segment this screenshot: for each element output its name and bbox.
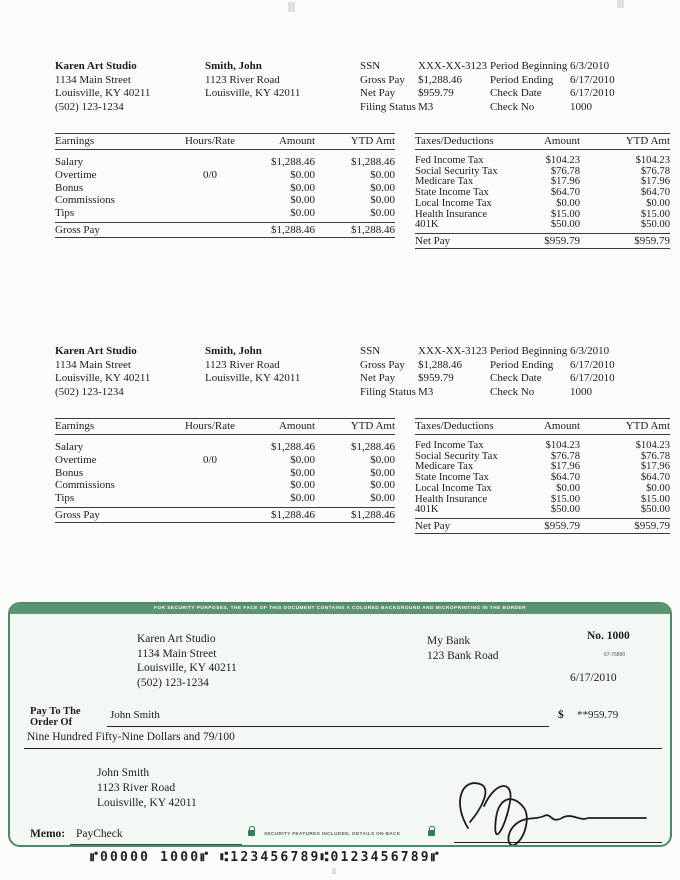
earnings-row (55, 182, 395, 195)
earnings-row (55, 467, 395, 480)
earnings-row-rate (175, 182, 245, 195)
earnings-row-rate (175, 194, 245, 207)
earnings-row-ytd: $0.00 (370, 492, 395, 505)
summary-label: Net Pay (360, 372, 396, 384)
earnings-row (55, 454, 395, 467)
period-label: Check Date (490, 372, 542, 384)
earnings-row-ytd: $0.00 (370, 453, 395, 466)
taxes-table (415, 418, 670, 534)
earnings-row (55, 479, 395, 492)
company-address-block (55, 60, 150, 114)
earnings-row-rate (175, 492, 245, 505)
period-label: Check Date (490, 87, 542, 99)
gross-pay-row (55, 507, 395, 523)
company-name: Karen Art Studio (55, 345, 137, 357)
earnings-table-header (55, 418, 395, 435)
tax-row-amount: $15.00 (550, 493, 580, 505)
earnings-row-rate (175, 467, 245, 480)
period-label: Period Ending (490, 73, 554, 86)
earnings-row (55, 194, 395, 207)
payer-name: Karen Art Studio (137, 633, 216, 645)
earnings-table (55, 133, 395, 238)
taxes-table-header (415, 418, 670, 435)
earnings-header-label: Earnings (55, 135, 95, 147)
tax-row-amount: $0.00 (556, 482, 580, 494)
period-row (490, 101, 615, 115)
scan-artifact (288, 2, 295, 12)
tax-row (415, 199, 670, 210)
tax-row-ytd: $17.96 (640, 176, 670, 188)
taxes-table (415, 133, 670, 249)
earnings-header-ytd: YTD Amt (350, 420, 395, 432)
earnings-header-amount: Amount (278, 420, 315, 432)
pay-stub-middle (0, 345, 680, 575)
gross-pay-ytd: $1,288.46 (351, 508, 395, 521)
tax-row-label: Social Security Tax (415, 450, 498, 462)
summary-row (360, 101, 487, 115)
employee-street: 1123 River Road (205, 358, 280, 371)
payee-address-block: John Smith 1123 River Road Louisville, KY 42011 (97, 767, 197, 809)
gross-pay-amount: $1,288.46 (271, 223, 315, 236)
earnings-row-ytd: $0.00 (370, 181, 395, 194)
bank-name: My Bank (427, 635, 471, 647)
earnings-row-amount: $1,288.46 (271, 156, 315, 168)
tax-row-amount: $104.23 (545, 155, 580, 166)
bank-block (427, 634, 499, 663)
earnings-row-label: Salary (55, 441, 84, 453)
net-pay-label: Net Pay (415, 519, 451, 532)
gross-pay-label: Gross Pay (55, 508, 100, 521)
earnings-row-label: Overtime (55, 453, 97, 466)
pay-period-block (490, 345, 615, 399)
earnings-header-rate: Hours/Rate (184, 135, 236, 147)
tax-row (415, 495, 670, 506)
security-note: SECURITY FEATURES INCLUDED. DETAILS ON BACK (264, 832, 401, 837)
earnings-row-rate: 0/0 (202, 453, 218, 466)
company-street: 1134 Main Street (55, 73, 131, 86)
tax-row-ytd: $50.00 (640, 219, 670, 231)
period-value: 1000 (570, 385, 592, 398)
period-row (490, 74, 615, 88)
payer-street: 1134 Main Street (137, 647, 217, 660)
summary-row (360, 345, 487, 359)
pay-to-the-order-of-label: Pay To The Order Of (30, 706, 81, 728)
net-pay-ytd: $959.79 (634, 519, 670, 532)
tax-row-ytd: $50.00 (640, 504, 670, 516)
taxes-header-label: Taxes/Deductions (415, 420, 494, 432)
pay-stub-top (0, 60, 680, 290)
earnings-row-amount: $0.00 (290, 466, 315, 479)
company-address-block (55, 345, 150, 399)
summary-row (360, 60, 487, 74)
earnings-row-rate (175, 479, 245, 492)
period-label: Period Beginning (490, 345, 568, 357)
period-label: Check No (490, 100, 535, 113)
summary-row (360, 359, 487, 373)
taxes-header-label: Taxes/Deductions (415, 135, 494, 147)
dollar-sign: $ (558, 709, 564, 721)
tax-row-ytd: $76.78 (640, 450, 670, 462)
company-name: Karen Art Studio (55, 60, 137, 72)
tax-row-amount: $76.78 (550, 165, 580, 177)
employee-name: Smith, John (205, 60, 262, 72)
summary-value: XXX-XX-3123 (418, 345, 488, 357)
earnings-header-amount: Amount (278, 135, 315, 147)
earnings-table (55, 418, 395, 523)
security-band: FOR SECURITY PURPOSES, THE FACE OF THIS DOCUMENT CONTAINS A COLORED BACKGROUND AND MICROPRINTING IN THE BORDER (10, 604, 670, 614)
tax-row-label: Health Insurance (415, 208, 488, 220)
employee-name: Smith, John (205, 345, 262, 357)
tax-row-ytd: $15.00 (640, 208, 670, 220)
earnings-row-ytd: $0.00 (370, 194, 395, 207)
summary-label: Filing Status (360, 100, 416, 113)
earnings-row-label: Overtime (55, 168, 97, 181)
amount-in-words: Nine Hundred Fifty-Nine Dollars and 79/100 (27, 731, 235, 743)
payee-name: John Smith (110, 709, 160, 721)
pay-summary-block (360, 345, 487, 399)
period-row (490, 60, 615, 74)
period-row (490, 87, 615, 101)
summary-value: $959.79 (418, 87, 454, 99)
summary-label: Net Pay (360, 87, 396, 99)
earnings-row-rate (175, 156, 245, 169)
tax-row-label: Fed Income Tax (415, 440, 484, 451)
earnings-row-label: Bonus (55, 181, 84, 194)
summary-value: $1,288.46 (418, 358, 462, 371)
micr-line: ⑈00000 1000⑈ ⑆123456789⑆0123456789⑈ (90, 850, 441, 865)
tax-row-label: Medicare Tax (415, 461, 474, 473)
earnings-row-amount: $0.00 (290, 453, 315, 466)
period-value: 6/17/2010 (570, 87, 615, 99)
summary-label: SSN (360, 345, 381, 357)
pay-period-block (490, 60, 615, 114)
tax-row-amount: $50.00 (550, 504, 580, 516)
net-pay-row (415, 518, 670, 534)
tax-row (415, 505, 670, 516)
earnings-row-label: Commissions (55, 479, 115, 492)
earnings-row-rate: 0/0 (202, 168, 218, 181)
earnings-row-ytd: $0.00 (370, 207, 395, 220)
gross-pay-ytd: $1,288.46 (351, 223, 395, 236)
net-pay-ytd: $959.79 (634, 234, 670, 247)
period-value: 6/17/2010 (570, 358, 615, 371)
summary-row (360, 87, 487, 101)
summary-row (360, 386, 487, 400)
tax-row-label: 401K (415, 504, 439, 516)
check-payer-block (137, 632, 237, 690)
earnings-row-label: Commissions (55, 194, 115, 207)
company-street: 1134 Main Street (55, 358, 131, 371)
tax-row-ytd: $104.23 (635, 440, 670, 451)
scan-artifact (332, 868, 336, 874)
period-value: 6/3/2010 (570, 345, 610, 357)
tax-row-ytd: $104.23 (635, 155, 670, 166)
check (8, 602, 672, 847)
period-value: 6/17/2010 (570, 73, 615, 86)
tax-row-ytd: $17.96 (640, 461, 670, 473)
tax-row-amount: $64.70 (550, 187, 580, 199)
period-row (490, 345, 615, 359)
period-label: Period Ending (490, 358, 554, 371)
company-phone: (502) 123-1234 (55, 100, 124, 113)
earnings-row-label: Salary (55, 156, 84, 168)
tax-row-amount: $17.96 (550, 461, 580, 473)
tax-row-ytd: $76.78 (640, 165, 670, 177)
tax-row-amount: $17.96 (550, 176, 580, 188)
employee-city: Louisville, KY 42011 (205, 372, 301, 384)
tax-row-label: 401K (415, 219, 439, 231)
net-pay-row (415, 233, 670, 249)
check-fraction: 67-76890 (604, 652, 626, 658)
net-pay-label: Net Pay (415, 234, 451, 247)
amount-numeric: **959.79 (577, 709, 619, 721)
earnings-row-amount: $1,288.46 (271, 441, 315, 453)
check-date: 6/17/2010 (570, 672, 617, 684)
earnings-row-amount: $0.00 (290, 479, 315, 492)
period-row (490, 386, 615, 400)
earnings-header-label: Earnings (55, 420, 95, 432)
company-phone: (502) 123-1234 (55, 385, 124, 398)
tax-row-amount: $104.23 (545, 440, 580, 451)
tax-row-amount: $50.00 (550, 219, 580, 231)
bank-address: 123 Bank Road (427, 649, 499, 662)
taxes-table-header (415, 133, 670, 150)
period-label: Check No (490, 385, 535, 398)
pay-summary-block (360, 60, 487, 114)
tax-row-ytd: $0.00 (646, 197, 670, 209)
earnings-row-ytd: $0.00 (370, 168, 395, 181)
company-city: Louisville, KY 40211 (55, 372, 151, 384)
payee-underline (107, 726, 549, 727)
memo-value: PayCheck (76, 828, 123, 840)
period-label: Period Beginning (490, 60, 568, 72)
employee-city: Louisville, KY 42011 (205, 87, 301, 99)
earnings-row-label: Bonus (55, 466, 84, 479)
padlock-icon (248, 830, 255, 836)
tax-row-label: Health Insurance (415, 493, 488, 505)
payer-city: Louisville, KY 40211 (137, 662, 237, 674)
signature (438, 772, 662, 847)
amount-words-underline (24, 748, 662, 749)
employee-address-block (205, 345, 300, 386)
taxes-header-ytd: YTD Amt (625, 135, 670, 147)
gross-pay-row (55, 222, 395, 238)
earnings-row-amount: $0.00 (290, 194, 315, 207)
period-value: 6/17/2010 (570, 372, 615, 384)
company-city: Louisville, KY 40211 (55, 87, 151, 99)
payer-phone: (502) 123-1234 (137, 676, 209, 689)
check-number: No. 1000 (587, 630, 630, 642)
earnings-row-amount: $0.00 (290, 181, 315, 194)
summary-row (360, 74, 487, 88)
earnings-row-amount: $0.00 (290, 492, 315, 505)
tax-row-ytd: $64.70 (640, 187, 670, 199)
net-pay-amount: $959.79 (544, 519, 580, 532)
earnings-row (55, 156, 395, 169)
tax-row-amount: $15.00 (550, 208, 580, 220)
tax-row-ytd: $15.00 (640, 493, 670, 505)
taxes-header-amount: Amount (543, 420, 580, 432)
memo-underline (70, 844, 242, 845)
tax-row-label: State Income Tax (415, 472, 489, 484)
tax-row-ytd: $64.70 (640, 472, 670, 484)
tax-row-amount: $64.70 (550, 472, 580, 484)
summary-label: SSN (360, 60, 381, 72)
memo-label: Memo: (30, 828, 66, 840)
earnings-row-amount: $0.00 (290, 207, 315, 220)
earnings-row-ytd: $1,288.46 (351, 441, 395, 453)
tax-row-amount: $0.00 (556, 197, 580, 209)
earnings-row-ytd: $1,288.46 (351, 156, 395, 168)
period-value: 1000 (570, 100, 592, 113)
earnings-row-amount: $0.00 (290, 168, 315, 181)
scan-artifact (617, 0, 624, 8)
tax-row-ytd: $0.00 (646, 482, 670, 494)
summary-row (360, 372, 487, 386)
earnings-row-rate (175, 441, 245, 454)
summary-value: M3 (418, 385, 434, 398)
earnings-row-rate (175, 207, 245, 220)
gross-pay-amount: $1,288.46 (271, 508, 315, 521)
tax-row-label: Medicare Tax (415, 176, 474, 188)
employee-street: 1123 River Road (205, 73, 280, 86)
summary-value: $1,288.46 (418, 73, 462, 86)
earnings-header-rate: Hours/Rate (184, 420, 236, 432)
earnings-row-label: Tips (55, 207, 75, 220)
net-pay-amount: $959.79 (544, 234, 580, 247)
summary-value: XXX-XX-3123 (418, 60, 488, 72)
tax-row-label: Local Income Tax (415, 197, 492, 209)
earnings-row (55, 169, 395, 182)
earnings-row-label: Tips (55, 492, 75, 505)
earnings-row (55, 207, 395, 220)
summary-label: Gross Pay (360, 358, 405, 371)
taxes-header-ytd: YTD Amt (625, 420, 670, 432)
tax-row (415, 484, 670, 495)
earnings-row (55, 441, 395, 454)
earnings-row-ytd: $0.00 (370, 479, 395, 492)
padlock-icon (428, 830, 435, 836)
taxes-header-amount: Amount (543, 135, 580, 147)
earnings-row-ytd: $0.00 (370, 466, 395, 479)
tax-row (415, 210, 670, 221)
earnings-header-ytd: YTD Amt (350, 135, 395, 147)
summary-value: $959.79 (418, 372, 454, 384)
period-row (490, 372, 615, 386)
tax-row-amount: $76.78 (550, 450, 580, 462)
earnings-row (55, 492, 395, 505)
earnings-table-header (55, 133, 395, 150)
summary-value: M3 (418, 100, 434, 113)
tax-row-label: Fed Income Tax (415, 155, 484, 166)
employee-address-block (205, 60, 300, 101)
tax-row-label: State Income Tax (415, 187, 489, 199)
period-value: 6/3/2010 (570, 60, 610, 72)
tax-row-label: Social Security Tax (415, 165, 498, 177)
tax-row-label: Local Income Tax (415, 482, 492, 494)
tax-row (415, 220, 670, 231)
gross-pay-label: Gross Pay (55, 223, 100, 236)
summary-label: Filing Status (360, 385, 416, 398)
summary-label: Gross Pay (360, 73, 405, 86)
period-row (490, 359, 615, 373)
